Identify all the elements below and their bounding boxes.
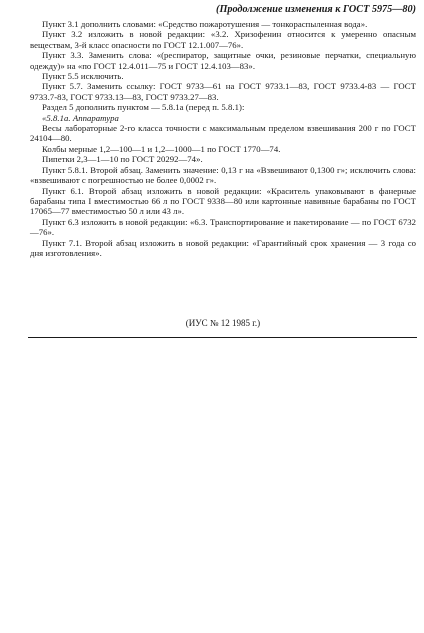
page-header: (Продолжение изменения к ГОСТ 5975—80) [216, 4, 416, 15]
source-footnote: (ИУС № 12 1985 г.) [185, 318, 261, 328]
paragraph-section-5: Раздел 5 дополнить пунктом — 5.8.1а (перед п. 5.8.1): [42, 102, 245, 113]
paragraph-7-1: Пункт 7.1. Второй абзац изложить в новой редакции: «Гарантийный срок хранения — 3 года со дня изготовления». [30, 237, 416, 258]
paragraph-5-7: Пункт 5.7. Заменить ссылку: ГОСТ 9733—61 на ГОСТ 9733.1—83, ГОСТ 9733.4-83 — ГОСТ 9733.7-83, ГОСТ 9733.13—83, ГОСТ 9733.27—83. [30, 81, 416, 102]
horizontal-rule [28, 337, 417, 338]
paragraph-3-3: Пункт 3.3. Заменить слова: «(респиратор, защитные очки, резиновые перчатки, специальную одежду)» на «по ГОСТ 12.4.011—75 и ГОСТ 12.4.103—83». [30, 50, 416, 71]
paragraph-pipettes: Пипетки 2,3—1—10 по ГОСТ 20292—74». [42, 154, 203, 165]
paragraph-scales: Весы лабораторные 2-го класса точности с максимальным пределом взвешивания 200 г по ГОСТ 24104—80. [30, 123, 416, 144]
paragraph-3-2: Пункт 3.2 изложить в новой редакции: «3.2. Хризофенин относится к умеренно опасным веществам, 3-й класс опасности по ГОСТ 12.1.007—76». [30, 29, 416, 50]
paragraph-6-1: Пункт 6.1. Второй абзац изложить в новой редакции: «Краситель упаковывают в фанерные барабаны типа I вместимостью 66 л по ГОСТ 9338—80 или картонные навивные барабаны по ГОСТ 17065—77 вместимостью 50 л или 43 л». [30, 185, 416, 217]
paragraph-5-5: Пункт 5.5 исключить. [42, 71, 124, 82]
paragraph-5-8-1: Пункт 5.8.1. Второй абзац. Заменить значение: 0,13 г на «Взвешивают 0,1300 г»; исключить слова: «взвешивают с погрешностью не более 0,0002 г». [30, 164, 416, 186]
paragraph-6-3: Пункт 6.3 изложить в новой редакции: «6.3. Транспортирование и пакетирование — по ГОСТ 6732—76». [30, 216, 416, 238]
paragraph-5-8-1a-heading: «5.8.1а. Аппаратура [42, 112, 119, 123]
paragraph-3-1: Пункт 3.1 дополнить словами: «Средство пожаротушения — тонкораспыленная вода». [42, 19, 368, 29]
paragraph-flasks: Колбы мерные 1,2—100—1 и 1,2—1000—1 по ГОСТ 1770—74. [42, 143, 281, 154]
document-body [30, 19, 416, 258]
